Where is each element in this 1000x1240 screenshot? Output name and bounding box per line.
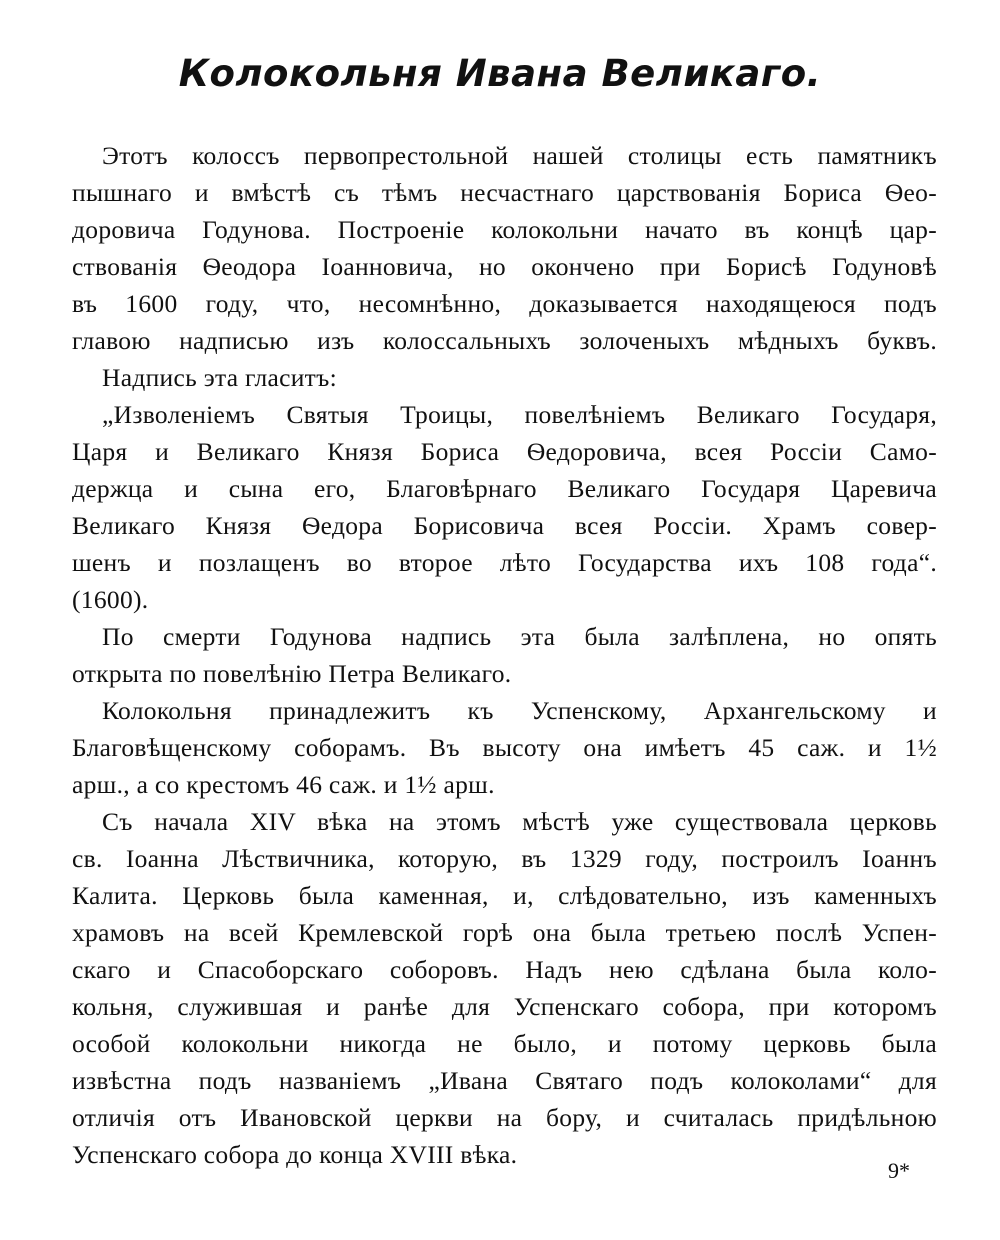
body-text	[72, 137, 937, 1173]
text-line: держца и сына его, Благовѣрнаго Великаго Государя Царевича	[72, 474, 937, 503]
text-line: (1600).	[72, 585, 149, 614]
text-line: Царя и Великаго Князя Бориса Ѳедоровича, всея Россіи Само-	[72, 437, 937, 466]
text-line: Колокольня принадлежитъ къ Успенскому, Архангельскому и	[102, 696, 937, 725]
text-line: отличія отъ Ивановской церкви на бору, и считалась придѣльною	[72, 1103, 937, 1132]
text-line: По смерти Годунова надпись эта была залѣплена, но опять	[102, 622, 937, 651]
text-line: пышнаго и вмѣстѣ съ тѣмъ несчастнаго царствованія Бориса Ѳео-	[72, 178, 937, 207]
text-line: „Изволеніемъ Святыя Троицы, повелѣніемъ Великаго Государя,	[102, 400, 937, 429]
text-line: кольня, служившая и ранѣе для Успенскаго собора, при которомъ	[72, 992, 937, 1021]
page-number: 9*	[888, 1158, 910, 1183]
text-line: ствованія Ѳеодора Іоанновича, но окончено при Борисѣ Годуновѣ	[72, 252, 937, 281]
text-line: въ 1600 году, что, несомнѣнно, доказывается находящеюся подъ	[72, 289, 937, 318]
text-line: Калита. Церковь была каменная, и, слѣдовательно, изъ каменныхъ	[72, 881, 937, 910]
text-line: Этотъ колоссъ первопрестольной нашей столицы есть памятникъ	[102, 141, 937, 170]
text-line: арш., а со крестомъ 46 саж. и 1½ арш.	[72, 770, 495, 799]
text-line: св. Іоанна Лѣствичника, которую, въ 1329 году, построилъ Іоаннъ	[72, 844, 937, 873]
text-line: Благовѣщенскому соборамъ. Въ высоту она имѣетъ 45 саж. и 1½	[72, 733, 937, 762]
text-line: извѣстна подъ названіемъ „Ивана Святаго подъ колоколами“ для	[72, 1066, 937, 1095]
text-line: Успенскаго собора до конца XVIII вѣка.	[72, 1140, 518, 1169]
text-line: доровича Годунова. Построеніе колокольни начато въ концѣ цар-	[72, 215, 937, 244]
text-line: Надпись эта гласитъ:	[102, 363, 338, 392]
text-line: особой колокольни никогда не было, и потому церковь была	[72, 1029, 937, 1058]
text-line: Съ начала XIV вѣка на этомъ мѣстѣ уже существовала церковь	[102, 807, 937, 836]
page-title: Колокольня Ивана Великаго.	[178, 52, 822, 95]
text-line: Великаго Князя Ѳедора Борисовича всея Россіи. Храмъ совер-	[72, 511, 937, 540]
text-line: скаго и Спасоборскаго соборовъ. Надъ нею сдѣлана была коло-	[72, 955, 937, 984]
text-line: шенъ и позлащенъ во второе лѣто Государства ихъ 108 года“.	[72, 548, 937, 577]
text-line: открыта по повелѣнію Петра Великаго.	[72, 659, 512, 688]
text-line: главою надписью изъ колоссальныхъ золоченыхъ мѣдныхъ буквъ.	[72, 326, 937, 355]
text-line: храмовъ на всей Кремлевской горѣ она была третьею послѣ Успен-	[72, 918, 937, 947]
